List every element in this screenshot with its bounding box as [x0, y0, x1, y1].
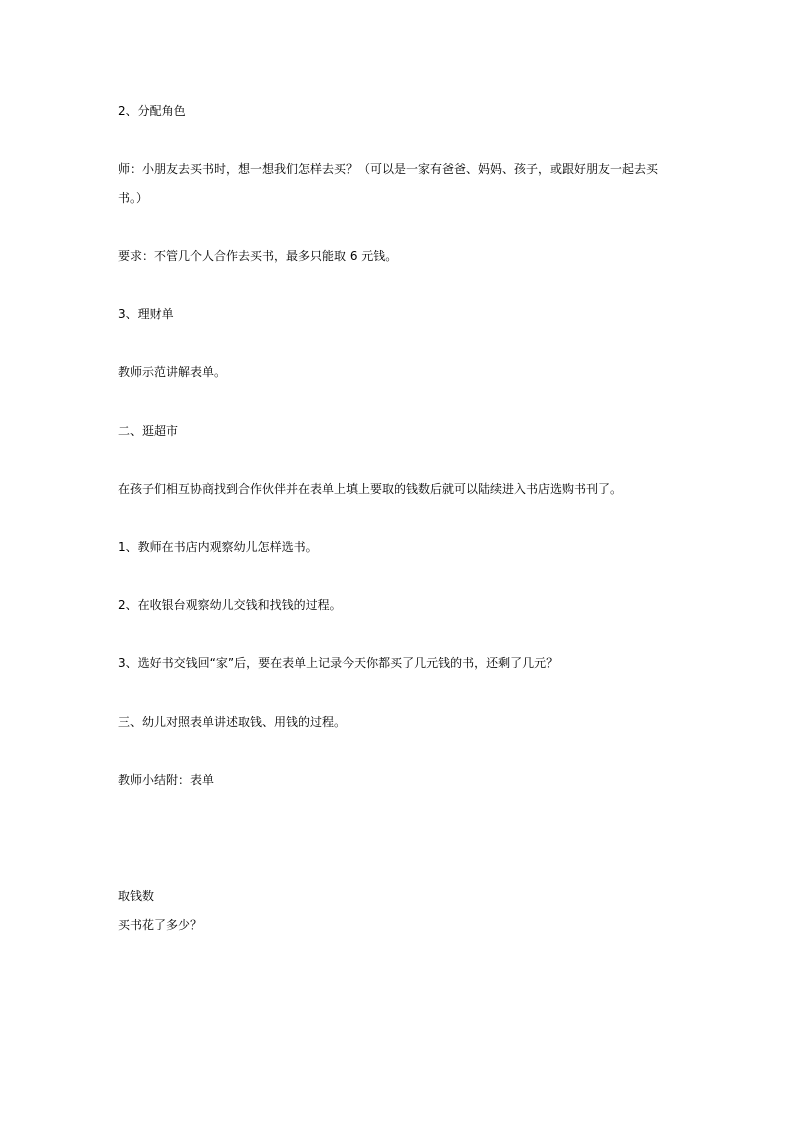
requirement-paragraph: 要求：不管几个人合作去买书，最多只能取 6 元钱。 — [118, 249, 398, 263]
teacher-summary-attachment: 教师小结附：表单 — [118, 773, 215, 787]
section-heading-review: 三、幼儿对照表单讲述取钱、用钱的过程。 — [118, 715, 347, 729]
step-2-observe-payment: 2、在收银台观察幼儿交钱和找钱的过程。 — [118, 598, 342, 612]
teacher-question-line-1: 师：小朋友去买书时，想一想我们怎样去买？（可以是一家有爸爸、妈妈、孩子，或跟好朋友一起去买 — [118, 162, 659, 176]
section-heading-assign-roles: 2、分配角色 — [118, 104, 186, 118]
section-heading-supermarket: 二、逛超市 — [118, 424, 179, 438]
step-3-record-form: 3、选好书交钱回“家”后，要在表单上记录今天你都买了几元钱的书，还剩了几元？ — [118, 656, 559, 670]
form-field-spent-amount: 买书花了多少？ — [118, 918, 203, 932]
section-heading-finance-form: 3、理财单 — [118, 307, 174, 321]
teacher-question-line-2: 书。） — [118, 191, 149, 205]
form-field-withdrawn-amount: 取钱数 — [118, 889, 155, 903]
teacher-demo-paragraph: 教师示范讲解表单。 — [118, 365, 227, 379]
step-1-observe-selection: 1、教师在书店内观察幼儿怎样选书。 — [118, 540, 318, 554]
shopping-intro-paragraph: 在孩子们相互协商找到合作伙伴并在表单上填上要取的钱数后就可以陆续进入书店选购书刊了。 — [118, 482, 623, 496]
